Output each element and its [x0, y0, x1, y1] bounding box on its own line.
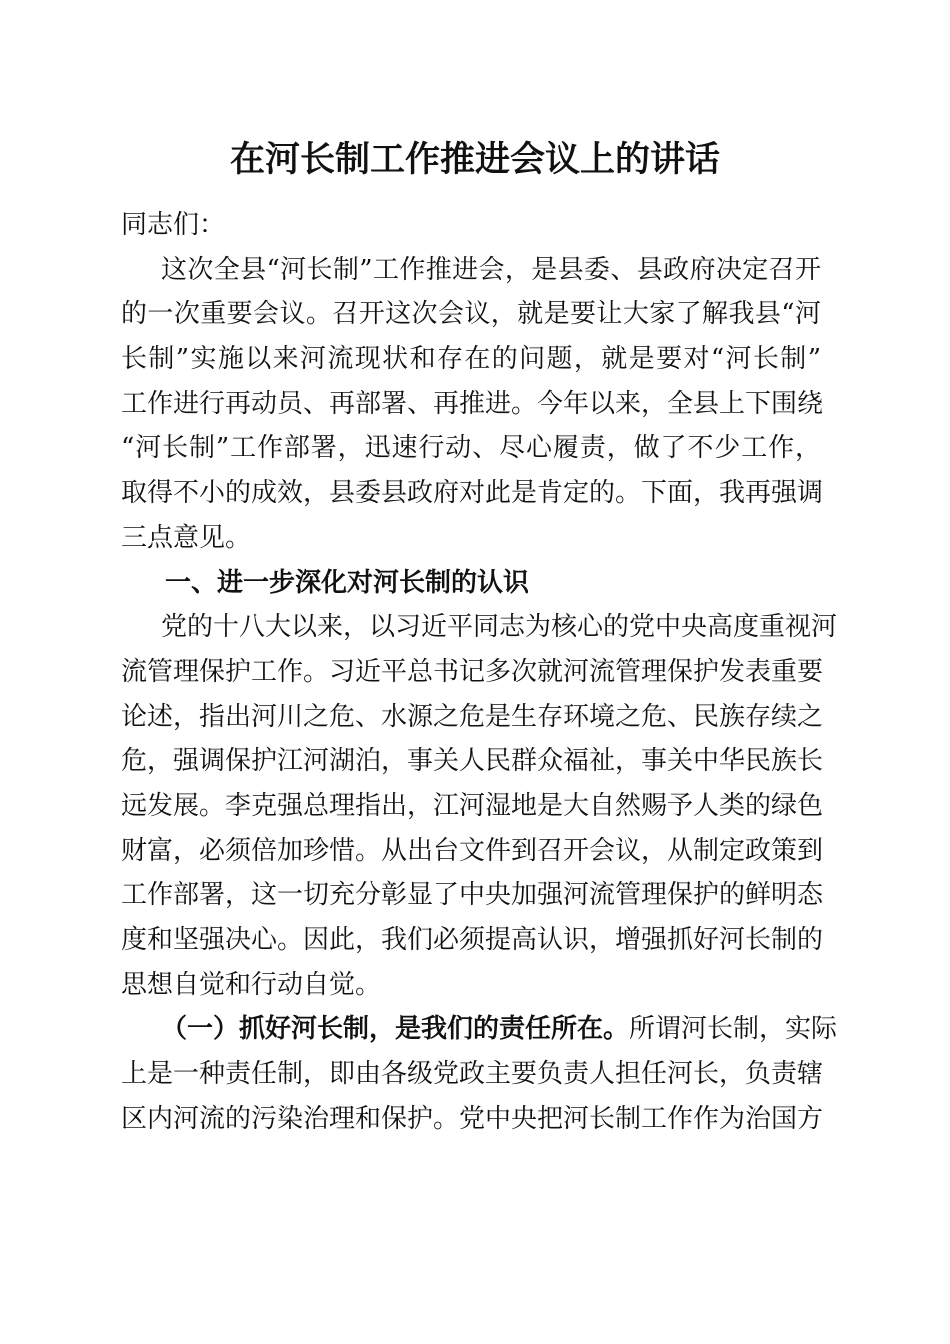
intro-line: “河长制”工作部署，迅速行动、尽心履责，做了不少工作， [121, 433, 821, 464]
intro-line: 三点意见。 [121, 522, 252, 553]
subsection-line: 上是一种责任制，即由各级党政主要负责人担任河长，负责辖 [121, 1059, 824, 1090]
section-heading: 一、进一步深化对河长制的认识 [165, 567, 530, 598]
subsection-first-rest: 所谓河长制，实际 [629, 1014, 838, 1045]
section-line: 思想自觉和行动自觉。 [121, 969, 382, 1000]
section-line: 度和坚强决心。因此，我们必须提高认识，增强抓好河长制的 [121, 925, 824, 955]
document-body [121, 203, 838, 1141]
section-line: 党的十八大以来，以习近平同志为核心的党中央高度重视河 [161, 612, 838, 643]
salutation: 同志们： [121, 210, 226, 240]
section-line: 流管理保护工作。习近平总书记多次就河流管理保护发表重要 [121, 656, 824, 687]
section-line: 财富，必须倍加珍惜。从出台文件到召开会议，从制定政策到 [121, 835, 824, 866]
subsection-line: 区内河流的污染治理和保护。党中央把河长制工作作为治国方 [121, 1103, 824, 1134]
intro-line: 长制”实施以来河流现状和存在的问题，就是要对“河长制” [121, 344, 821, 375]
subsection-first-line [121, 1007, 838, 1052]
intro-line: 工作进行再动员、再部署、再推进。今年以来，全县上下围绕 [121, 388, 824, 419]
intro-line: 的一次重要会议。召开这次会议，就是要让大家了解我县“河 [121, 299, 821, 330]
section-line: 远发展。李克强总理指出，江河湿地是大自然赐予人类的绿色 [121, 790, 824, 821]
section-line: 工作部署，这一切充分彰显了中央加强河流管理保护的鲜明态 [121, 880, 824, 911]
intro-line: 这次全县“河长制”工作推进会，是县委、县政府决定召开 [161, 254, 821, 285]
section-line: 论述，指出河川之危、水源之危是生存环境之危、民族存续之 [121, 701, 824, 732]
intro-line: 取得不小的成效，县委县政府对此是肯定的。下面，我再强调 [121, 478, 824, 509]
subsection-heading: （一）抓好河长制，是我们的责任所在。 [161, 1014, 630, 1045]
section-line: 危，强调保护江河湖泊，事关人民群众福祉，事关中华民族长 [121, 746, 824, 777]
document-title: 在河长制工作推进会议上的讲话 [229, 139, 720, 180]
